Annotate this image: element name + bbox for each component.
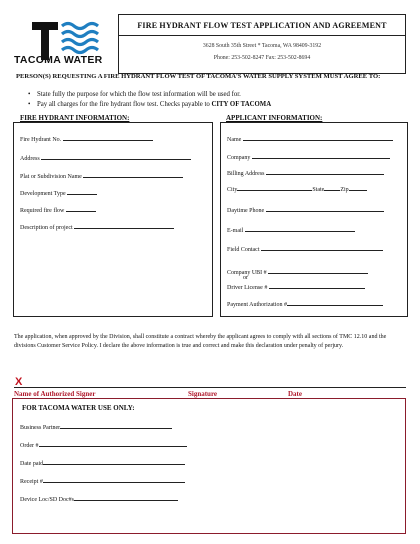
input-line[interactable] [60, 422, 172, 429]
field-label: Date paid [20, 461, 44, 467]
order-number-field[interactable] [20, 440, 187, 449]
office-phone-fax: Phone: 253-502-8247 Fax: 253-502-8694 [213, 55, 311, 61]
office-use-box [12, 398, 406, 534]
or-label: or [243, 275, 248, 281]
billing-address-field[interactable] [227, 168, 384, 177]
business-partner-field[interactable] [20, 422, 172, 431]
input-line[interactable] [252, 152, 390, 159]
fire-hydrant-no-field[interactable] [20, 134, 153, 143]
field-label: Plat or Subdivision Name [20, 174, 82, 180]
development-type-field[interactable] [20, 188, 97, 197]
field-label: Order # [20, 443, 39, 449]
email-field[interactable] [227, 225, 355, 234]
field-label: Development Type [20, 191, 66, 197]
date-paid-field[interactable] [20, 458, 185, 467]
office-use-heading: FOR TACOMA WATER USE ONLY: [22, 404, 135, 412]
field-label: Driver License # [227, 285, 268, 291]
driver-license-field[interactable] [227, 282, 365, 291]
company-ubi-field[interactable] [227, 267, 368, 276]
input-line[interactable] [67, 188, 97, 195]
field-label: Field Contact [227, 247, 260, 253]
input-line[interactable] [43, 458, 185, 465]
field-label: Required fire flow [20, 208, 65, 214]
payment-authorization-field[interactable] [227, 299, 383, 308]
field-label: Receipt # [20, 479, 43, 485]
signature-line[interactable] [14, 387, 406, 388]
title-block [118, 14, 406, 74]
input-line[interactable] [83, 171, 183, 178]
input-line[interactable] [349, 184, 367, 191]
field-label: Payment Authorization # [227, 302, 287, 308]
field-label: City [227, 187, 238, 193]
device-loc-field[interactable] [20, 494, 178, 503]
payable-to: CITY OF TACOMA [211, 101, 272, 108]
field-contact-field[interactable] [227, 244, 383, 253]
name-field[interactable] [227, 134, 393, 143]
input-line[interactable] [266, 205, 384, 212]
input-line[interactable] [268, 267, 368, 274]
field-label: Business Partner [20, 425, 61, 431]
field-label: Company [227, 155, 251, 161]
intro-statement: PERSON(S) REQUESTING A FIRE HYDRANT FLOW TEST OF TACOMA'S WATER SUPPLY SYSTEM MUST AGREE TO: [16, 73, 381, 80]
daytime-phone-field[interactable] [227, 205, 384, 214]
legal-notice: The application, when approved by the Division, shall constitute a contract whereby the applicant agrees to comply with all sections of TMC 12.10 and the divisions Customer Service Policy. I declare the above information is true and correct and make this declaration under penalty of perjury. [14, 334, 387, 349]
field-label: State [312, 187, 325, 193]
field-label: Device Loc/SD Doc#s [20, 497, 74, 503]
project-description-field[interactable] [20, 222, 174, 231]
title-divider [119, 35, 405, 36]
input-line[interactable] [39, 440, 187, 447]
agreement-item [28, 100, 271, 110]
input-line[interactable] [41, 153, 191, 160]
agreement-item: • State fully the purpose for which the flow test information will be used for. [28, 90, 271, 100]
hydrant-info-heading: FIRE HYDRANT INFORMATION: [20, 114, 130, 122]
field-label: Zip [340, 187, 349, 193]
field-label: E-mail [227, 228, 244, 234]
input-line[interactable] [43, 476, 185, 483]
input-line[interactable] [261, 244, 383, 251]
date-label: Date [288, 390, 302, 398]
input-line[interactable] [266, 168, 384, 175]
signer-name-label: Name of Authorized Signer [14, 390, 96, 398]
signature-label: Signature [188, 390, 218, 398]
input-line[interactable] [66, 205, 96, 212]
input-line[interactable] [243, 134, 393, 141]
logo-text: TACOMA WATER [14, 54, 103, 66]
field-label: Fire Hydrant No. [20, 137, 62, 143]
input-line[interactable] [269, 282, 365, 289]
plat-subdivision-field[interactable] [20, 171, 183, 180]
input-line[interactable] [237, 184, 312, 191]
agreement-item-text: Pay all charges for the fire hydrant flow test. Checks payable to [37, 101, 212, 108]
field-label: Address [20, 156, 40, 162]
field-label: Description of project [20, 225, 73, 231]
required-fire-flow-field[interactable] [20, 205, 96, 214]
hydrant-info-box [13, 122, 213, 317]
input-line[interactable] [74, 222, 174, 229]
company-field[interactable] [227, 152, 390, 161]
address-field[interactable] [20, 153, 191, 162]
field-label: Daytime Phone [227, 208, 265, 214]
office-address: 3628 South 35th Street * Tacoma, WA 98409-3192 [202, 43, 322, 49]
field-label: Billing Address [227, 171, 265, 177]
applicant-info-box [220, 122, 408, 317]
agreement-list [28, 90, 271, 110]
applicant-info-heading: APPLICANT INFORMATION: [226, 114, 323, 122]
input-line[interactable] [63, 134, 153, 141]
signature-x-mark: X [15, 376, 23, 388]
input-line[interactable] [324, 184, 340, 191]
form-title: FIRE HYDRANT FLOW TEST APPLICATION AND AGREEMENT [137, 21, 387, 30]
input-line[interactable] [74, 494, 178, 501]
receipt-number-field[interactable] [20, 476, 185, 485]
input-line[interactable] [287, 299, 383, 306]
input-line[interactable] [245, 225, 355, 232]
city-state-zip-field[interactable] [227, 184, 367, 193]
field-label: Name [227, 137, 242, 143]
field-label: Company UBI # [227, 270, 267, 276]
